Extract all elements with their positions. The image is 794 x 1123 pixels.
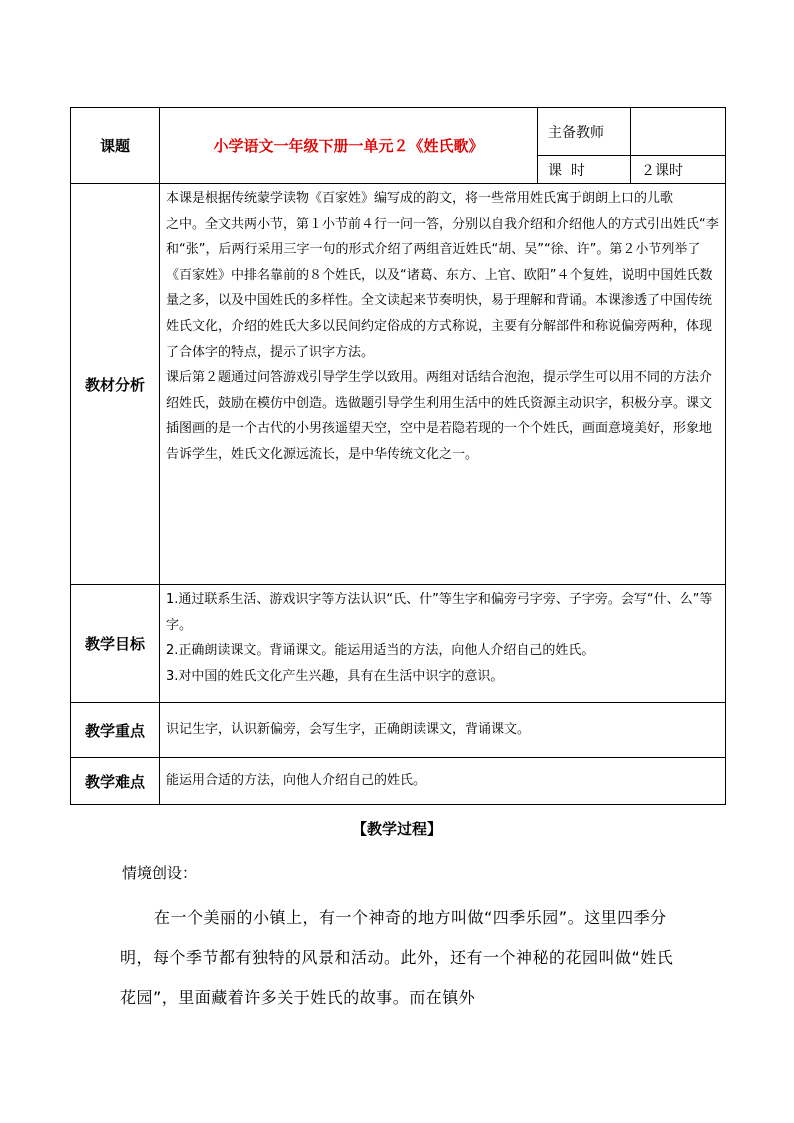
goals-text: [160, 585, 726, 703]
difficulties-label: 教学难点: [71, 758, 160, 805]
difficulties-text: 能运用合适的方法，向他人介绍自己的姓氏。: [160, 758, 726, 805]
analysis-text: [160, 184, 726, 585]
teacher-label: 主备教师: [538, 108, 631, 156]
goal-item-3: 3.对中国的姓氏文化产生兴趣，具有在生活中识字的意识。: [166, 668, 504, 684]
analysis-paragraph-1: 本课是根据传统蒙学读物《百家姓》编写成的韵文，将一些常用姓氏寓于朗朗上口的儿歌: [166, 191, 674, 206]
lesson-title: 小学语文一年级下册一单元２《姓氏歌》: [160, 108, 538, 184]
story-text: 在一个美丽的小镇上，有一个神奇的地方叫做“四季乐园”。这里四季分明，每个季节都有独特的风景和活动。此外，还有一个神秘的花园叫做“姓氏花园”，里面藏着许多关于姓氏的故事。而在镇外: [120, 908, 674, 1007]
analysis-paragraph-2: 之中。全文共两小节，第１小节前４行一问一答，分别以自我介绍和介绍他人的方式引出姓氏“李和“张”，后两行采用三字一句的形式介绍了两组音近姓氏“胡、吴”“徐、许”。第２小节列举了《百家姓》中排名靠前的８个姓氏，以及“诸葛、东方、上官、欧阳”４个复姓，说明中国姓氏数量之多，以及中国姓氏的多样性。全文读起来节奏明快，易于理解和背诵。本课渗透了中国传统姓氏文化，介绍的姓氏大多以民间约定俗成的方式称说，主要有分解部件和称说偏旁两种，体现了合体字的特点，提示了识字方法。: [166, 216, 719, 360]
goals-label: 教学目标: [71, 585, 160, 703]
analysis-paragraph-3: 课后第２题通过问答游戏引导学生学以致用。两组对话结合泡泡，提示学生可以用不同的方法介绍姓氏，鼓励在模仿中创造。选做题引导学生利用生活中的姓氏资源主动识字，积极分享。课文插图画的是一个古代的小男孩遥望天空，空中是若隐若现的一个个姓氏，画面意境美好，形象地告诉学生，姓氏文化源远流长，是中华传统文化之一。: [166, 370, 713, 462]
lesson-plan-table: [70, 107, 726, 805]
situation-label: 情境创设：: [122, 864, 198, 882]
key-points-label: 教学重点: [71, 703, 160, 758]
process-title: 【教学过程】: [351, 820, 442, 838]
analysis-label: 教材分析: [71, 184, 160, 585]
teacher-value: [631, 108, 726, 156]
story-paragraph: [120, 898, 682, 1018]
period-label: 课 时: [538, 156, 631, 184]
topic-label: 课题: [71, 108, 160, 184]
key-points-text: 识记生字，认识新偏旁，会写生字，正确朗读课文，背诵课文。: [160, 703, 726, 758]
goal-item-1: 1.通过联系生活、游戏识字等方法认识“氏、什”等生字和偏旁弓字旁、子字旁。会写“什、么”等字。: [166, 592, 713, 633]
period-value: ２课时: [631, 156, 726, 184]
goal-item-2: 2.正确朗读课文。背诵课文。能运用适当的方法，向他人介绍自己的姓氏。: [166, 643, 595, 659]
